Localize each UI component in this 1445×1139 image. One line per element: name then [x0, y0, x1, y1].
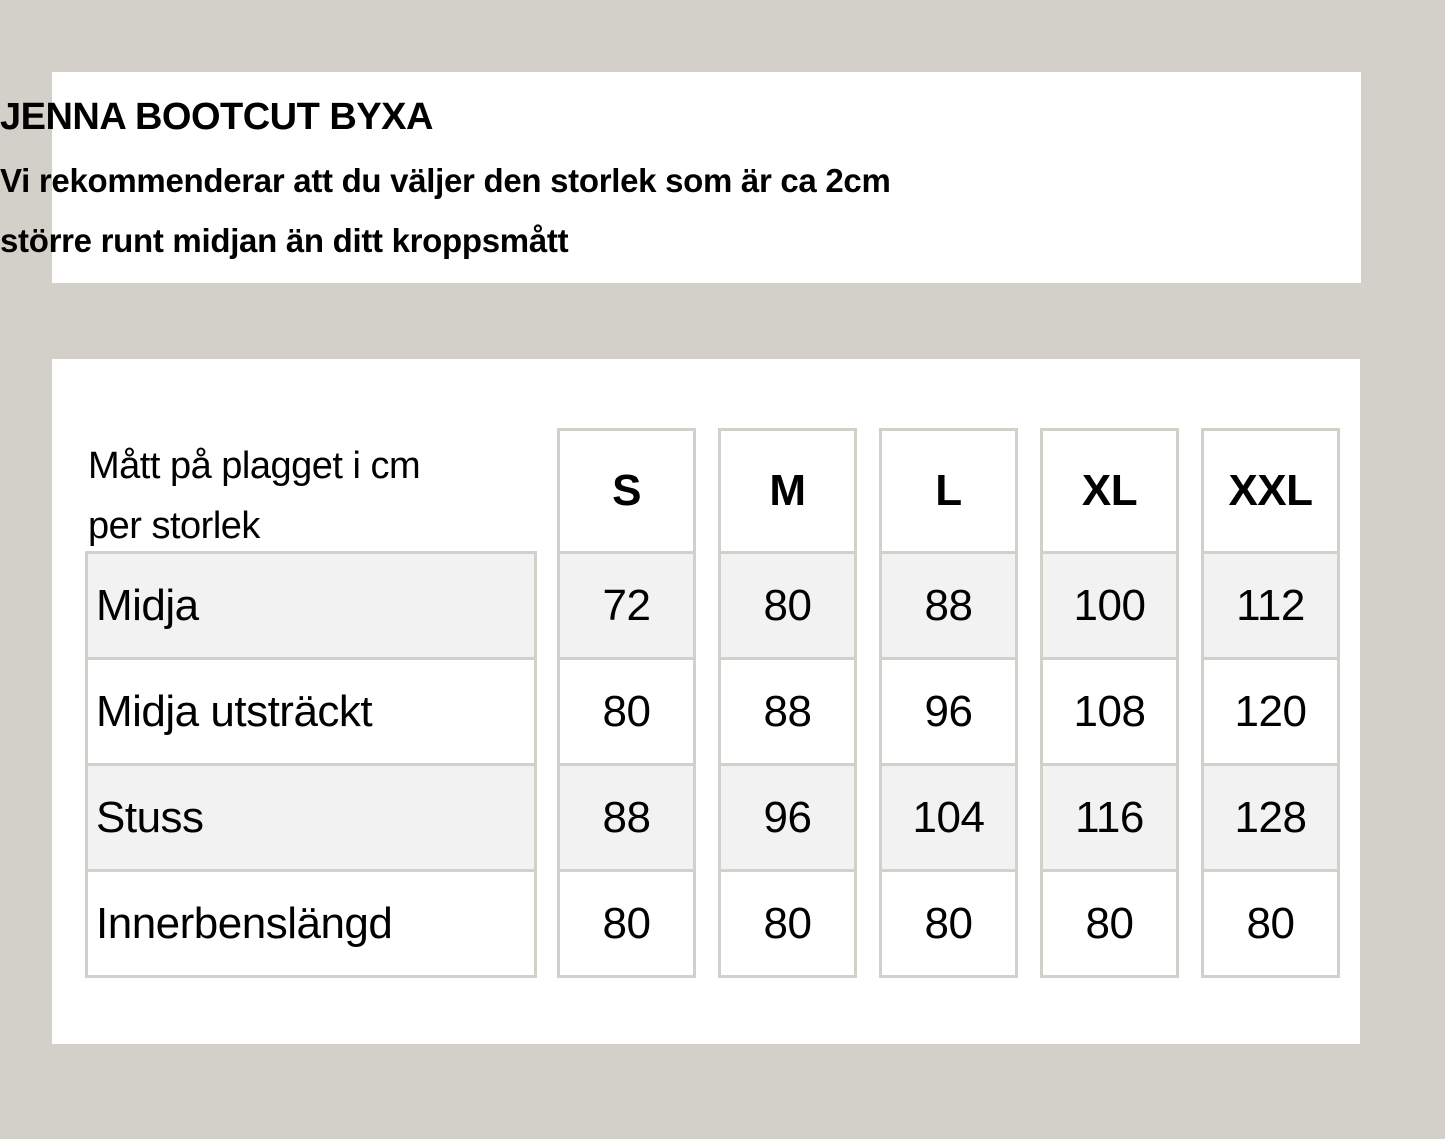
corner-label-line-1: Mått på plagget i cm — [88, 445, 421, 487]
table-cell — [879, 869, 1018, 978]
table-cell-text: 80 — [1085, 898, 1134, 948]
row-label-text: Midja — [96, 580, 199, 630]
subtitle-line-2: större runt midjan än ditt kroppsmått — [0, 222, 569, 259]
table-cell — [879, 551, 1018, 660]
table-cell — [1040, 551, 1179, 660]
size-header-s-text: S — [612, 466, 641, 515]
table-cell — [718, 763, 857, 872]
row-label-text: Stuss — [96, 792, 204, 842]
table-cell-text: 116 — [1075, 792, 1144, 842]
table-cell-text: 88 — [602, 792, 651, 842]
size-header-s — [557, 428, 696, 554]
table-cell — [1201, 551, 1340, 660]
table-cell-text: 128 — [1234, 792, 1307, 842]
table-cell-text: 108 — [1073, 686, 1146, 736]
table-cell — [557, 551, 696, 660]
row-label-text: Innerbenslängd — [96, 898, 393, 948]
table-cell — [1040, 763, 1179, 872]
size-header-xl-text: XL — [1081, 466, 1138, 515]
table-cell — [718, 869, 857, 978]
row-label — [85, 763, 537, 872]
size-header-m-text: M — [769, 466, 806, 515]
table-cell-text: 80 — [602, 898, 651, 948]
row-label — [85, 657, 537, 766]
row-label — [85, 869, 537, 978]
table-cell — [879, 657, 1018, 766]
table-cell — [1040, 869, 1179, 978]
size-header-xxl — [1201, 428, 1340, 554]
table-cell-text: 104 — [912, 792, 985, 842]
subtitle-line-1: Vi rekommenderar att du väljer den storlek som är ca 2cm — [0, 162, 891, 199]
table-cell — [557, 763, 696, 872]
size-header-xxl-text: XXL — [1228, 466, 1313, 515]
table-cell — [1201, 763, 1340, 872]
table-cell — [879, 763, 1018, 872]
size-header-l-text: L — [935, 466, 962, 515]
table-cell-text: 100 — [1073, 580, 1146, 630]
table-cell — [557, 657, 696, 766]
table-cell-text: 88 — [763, 686, 812, 736]
table-cell — [718, 551, 857, 660]
table-cell — [557, 869, 696, 978]
table-cell-text: 120 — [1234, 686, 1307, 736]
table-cell-text: 80 — [1246, 898, 1295, 948]
size-header-l — [879, 428, 1018, 554]
row-label-text: Midja utsträckt — [96, 686, 373, 736]
page-title: JENNA BOOTCUT BYXA — [0, 96, 433, 138]
table-cell-text: 96 — [763, 792, 812, 842]
row-label — [85, 551, 537, 660]
table-cell-text: 88 — [924, 580, 973, 630]
table-cell — [1201, 657, 1340, 766]
size-header-m — [718, 428, 857, 554]
table-cell-text: 96 — [924, 686, 973, 736]
size-header-xl — [1040, 428, 1179, 554]
table-cell — [718, 657, 857, 766]
table-cell-text: 112 — [1236, 580, 1305, 630]
table-cell-text: 80 — [763, 580, 812, 630]
table-cell — [1040, 657, 1179, 766]
table-corner-label — [88, 436, 420, 556]
corner-label-line-2: per storlek — [88, 505, 260, 547]
table-cell-text: 80 — [602, 686, 651, 736]
table-cell-text: 80 — [924, 898, 973, 948]
table-cell-text: 80 — [763, 898, 812, 948]
table-cell — [1201, 869, 1340, 978]
table-cell-text: 72 — [602, 580, 651, 630]
